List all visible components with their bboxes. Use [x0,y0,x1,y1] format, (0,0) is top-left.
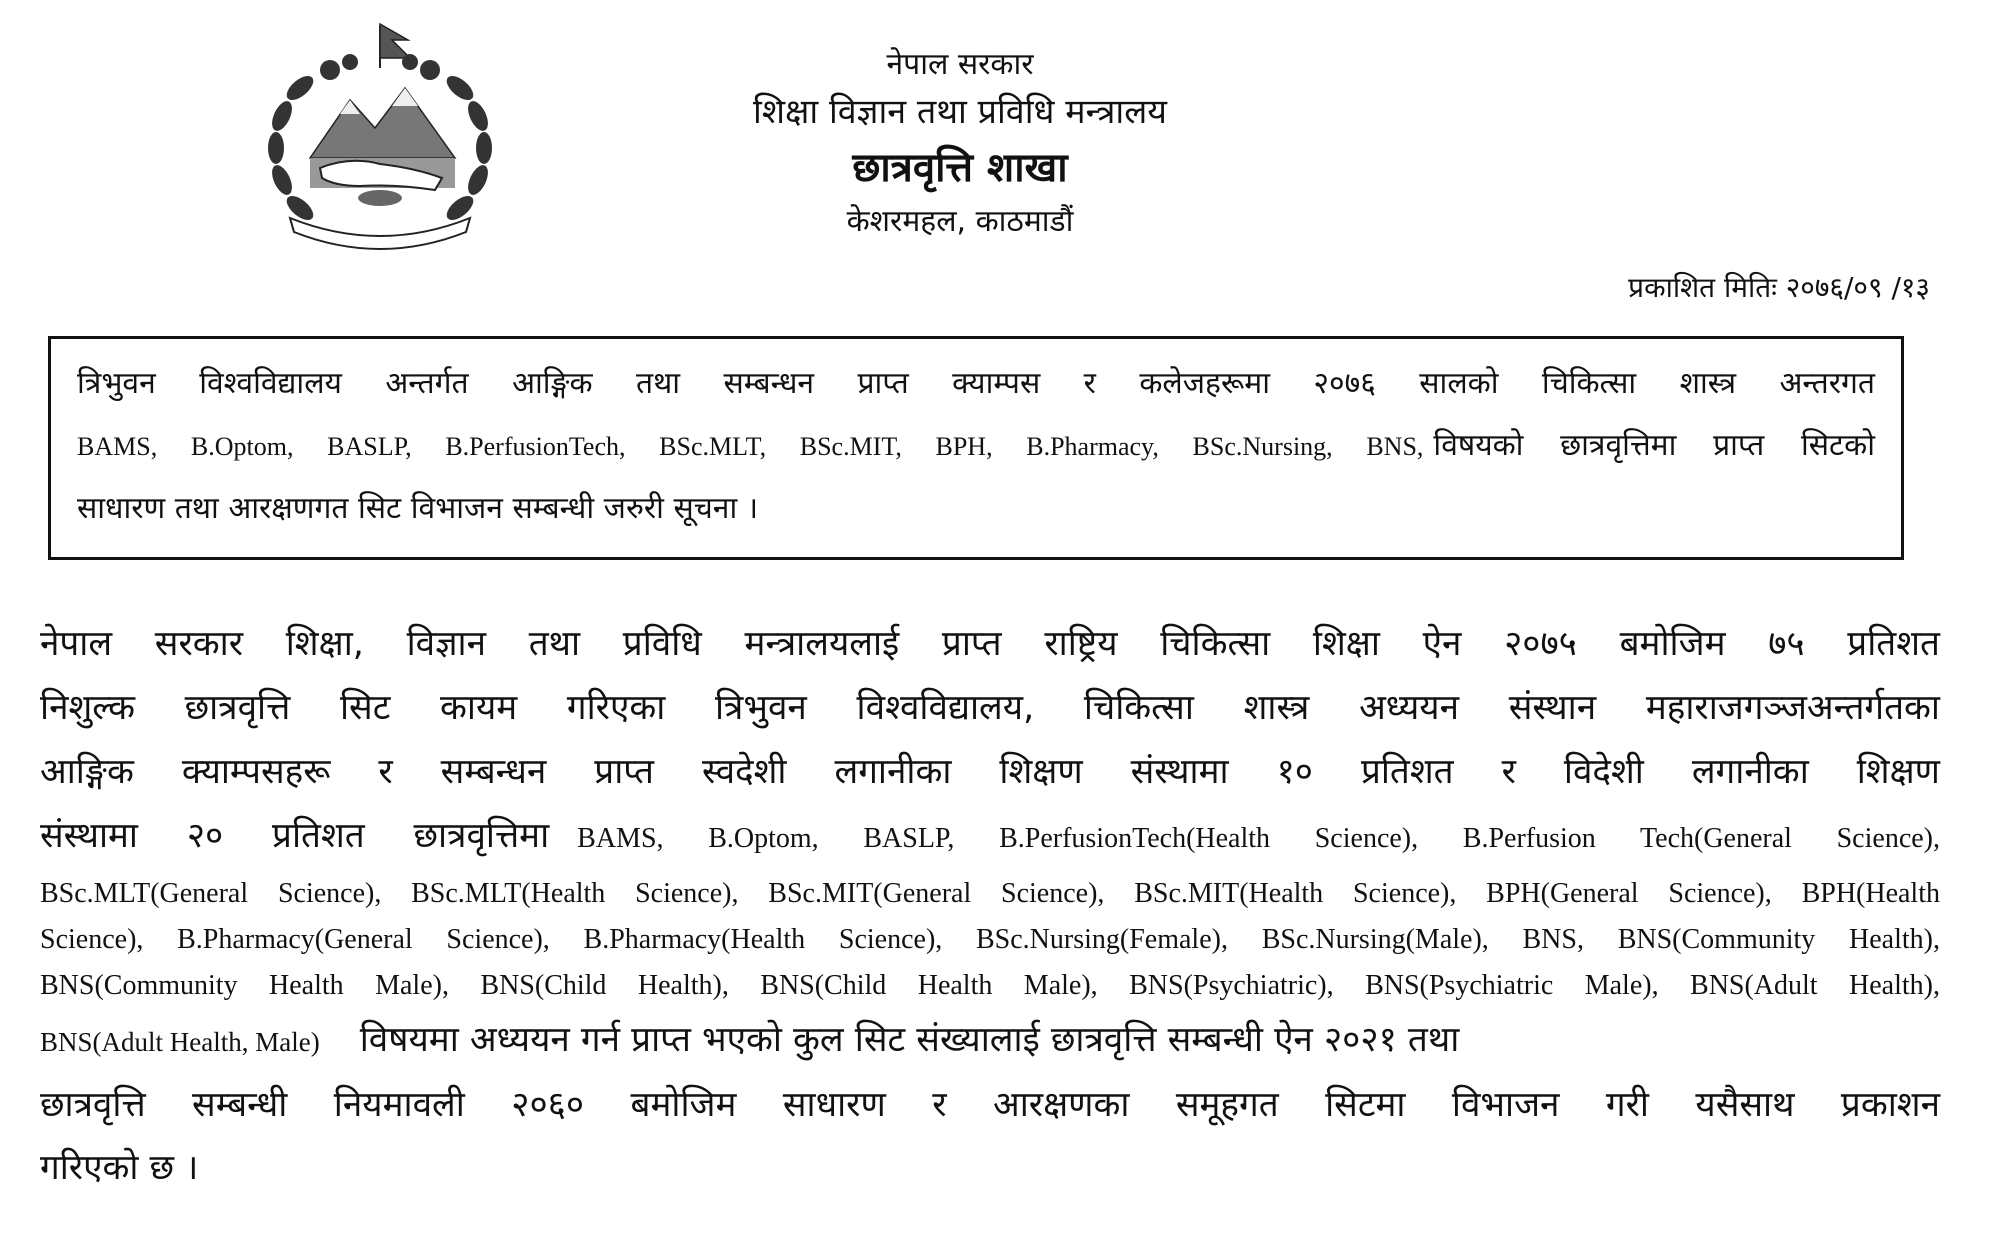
notice-title-line-1: त्रिभुवन विश्वविद्यालय अन्तर्गत आङ्गिक तथा सम्बन्धन प्राप्त क्याम्पस र कलेजहरूमा २०७६ सालको चिकित्सा शास्त्र अन्तरगत [77,366,1875,401]
body-line-8-programs: BNS(Adult Health, Male) [40,1027,320,1057]
notice-body [40,612,1940,1199]
body-line-3: आङ्गिक क्याम्पसहरू र सम्बन्धन प्राप्त स्वदेशी लगानीका शिक्षण संस्थामा १० प्रतिशत र विदेशी लगानीका शिक्षण [40,752,1940,792]
published-date: प्रकाशित मितिः २०७६/०९ /१३ [1628,271,1930,304]
body-line-5-programs: BSc.MLT(General Science), BSc.MLT(Health Science), BSc.MIT(General Science), BSc.MIT(Health Science), BPH(General Science), BPH(Health [40,878,1940,909]
body-line-1: नेपाल सरकार शिक्षा, विज्ञान तथा प्रविधि मन्त्रालयलाई प्राप्त राष्ट्रिय चिकित्सा शिक्षा ऐन २०७५ बमोजिम ७५ प्रतिशत [40,624,1940,664]
body-line-4-programs: BAMS, B.Optom, BASLP, B.PerfusionTech(Health Science), B.Perfusion Tech(General Science), [577,823,1940,854]
nepal-government-emblem [230,18,530,258]
notice-title-line-2 [77,415,1875,478]
government-name: नेपाल सरकार [886,47,1034,82]
body-line-8 [40,1009,1940,1073]
body-line-2: निशुल्क छात्रवृत्ति सिट कायम गरिएका त्रिभुवन विश्वविद्यालय, चिकित्सा शास्त्र अध्ययन संस्थान महाराजगञ्जअन्तर्गतका [40,688,1940,728]
body-line-6-programs: Science), B.Pharmacy(General Science), B.Pharmacy(Health Science), BSc.Nursing(Female), BSc.Nursing(Male), BNS, BNS(Community Health), [40,924,1940,955]
body-line-8-nepali: विषयमा अध्ययन गर्न प्राप्त भएको कुल सिट संख्यालाई छात्रवृत्ति सम्बन्धी ऐन २०२१ तथा [359,1020,1460,1060]
notice-programs-list: BAMS, B.Optom, BASLP, B.PerfusionTech, BSc.MLT, BSc.MIT, BPH, B.Pharmacy, BSc.Nursing, BNS, [77,432,1424,461]
body-line-7-programs: BNS(Community Health Male), BNS(Child Health), BNS(Child Health Male), BNS(Psychiatric), BNS(Psychiatric Male), BNS(Adult Health), [40,970,1940,1001]
office-address: केशरमहल, काठमाडौं [846,204,1074,239]
notice-title-box [48,336,1904,560]
body-line-10: गरिएको छ । [40,1148,199,1188]
notice-title-line-3: साधारण तथा आरक्षणगत सिट विभाजन सम्बन्धी जरुरी सूचना । [77,491,759,526]
section-name: छात्रवृत्ति शाखा [852,145,1068,191]
body-line-4 [40,804,1940,871]
body-line-4-nepali: संस्थामा २० प्रतिशत छात्रवृत्तिमा [40,816,550,856]
ministry-name: शिक्षा विज्ञान तथा प्रविधि मन्त्रालय [753,92,1167,132]
body-line-9: छात्रवृत्ति सम्बन्धी नियमावली २०६० बमोजिम साधारण र आरक्षणका समूहगत सिटमा विभाजन गरी यसैसाथ प्रकाशन [40,1085,1940,1125]
notice-title-line-2-nepali: विषयको छात्रवृत्तिमा प्राप्त सिटको [1433,428,1875,463]
